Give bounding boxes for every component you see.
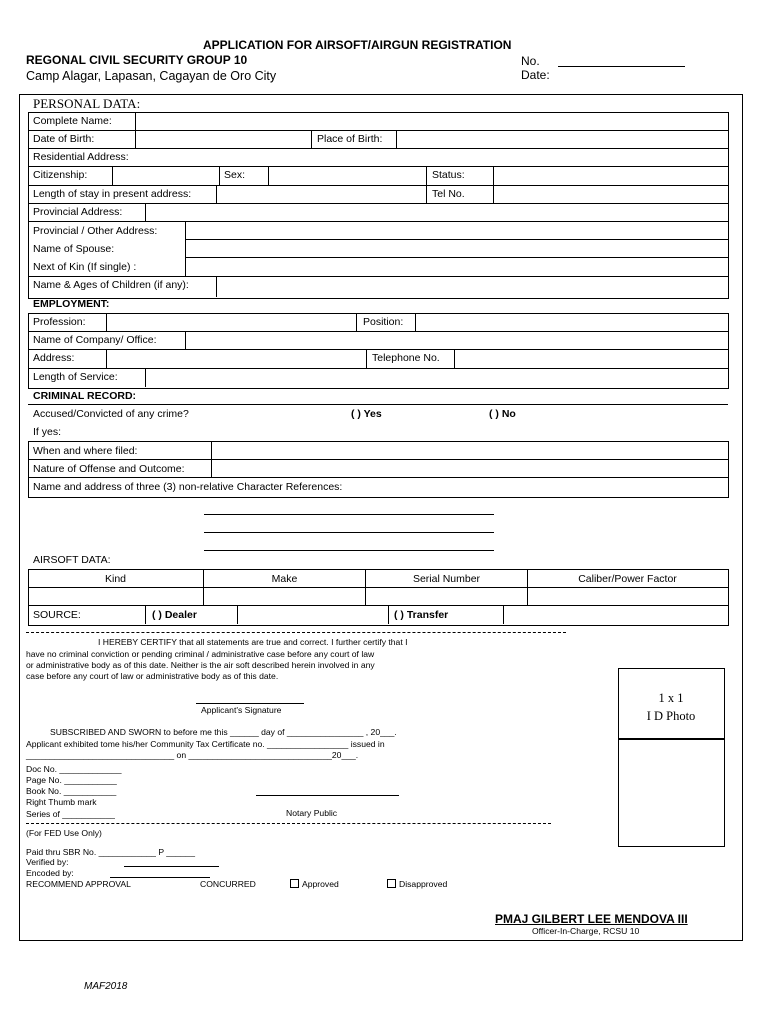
employment-heading: EMPLOYMENT: <box>33 298 110 310</box>
doc-no: Doc No. _____________ <box>26 764 122 774</box>
children-label: Name & Ages of Children (if any): <box>33 279 189 291</box>
applicant-signature-line[interactable] <box>196 703 304 704</box>
encoded-by-line[interactable] <box>110 877 210 878</box>
no-label: No. <box>521 54 540 68</box>
form-title: APPLICATION FOR AIRSOFT/AIRGUN REGISTRATION <box>203 38 512 52</box>
certify-line-3: or administrative body as of this date. Neither is the air soft described herein involved in any <box>26 660 375 670</box>
date-label: Date: <box>521 68 550 82</box>
reference-line-1[interactable] <box>204 514 494 515</box>
source-label: SOURCE: <box>33 609 81 621</box>
complete-name-label: Complete Name: <box>33 115 112 127</box>
employment-address-label: Address: <box>33 352 75 364</box>
reference-line-2[interactable] <box>204 532 494 533</box>
citizenship-field[interactable] <box>113 167 218 184</box>
airsoft-heading: AIRSOFT DATA: <box>33 554 111 566</box>
pob-field[interactable] <box>397 131 726 147</box>
approved-label: Approved <box>302 879 339 889</box>
notary-public-label: Notary Public <box>286 808 338 818</box>
officer-title: Officer-In-Charge, RCSU 10 <box>532 926 640 936</box>
next-of-kin-label: Next of Kin (If single) : <box>33 261 137 273</box>
personal-data-heading: PERSONAL DATA: <box>33 96 141 111</box>
accused-label: Accused/Convicted of any crime? <box>33 408 189 420</box>
recommend-approval: RECOMMEND APPROVAL <box>26 879 131 889</box>
profession-label: Profession: <box>33 316 86 328</box>
encoded-by-label: Encoded by: <box>26 868 74 878</box>
officer-name: PMAJ GILBERT LEE MENDOVA III <box>495 912 688 926</box>
make-field[interactable] <box>204 588 364 604</box>
provincial-other-label: Provincial / Other Address: <box>33 225 158 237</box>
length-stay-label: Length of stay in present address: <box>33 188 192 200</box>
sex-field[interactable] <box>269 167 425 184</box>
status-field[interactable] <box>494 167 726 184</box>
fed-use-only: (For FED Use Only) <box>26 828 102 838</box>
certify-line-1: I HEREBY CERTIFY that all statements are true and correct. I further certify that I <box>98 637 408 647</box>
no-option[interactable]: ( ) No <box>489 408 516 420</box>
yes-option[interactable]: ( ) Yes <box>351 408 382 420</box>
criminal-heading: CRIMINAL RECORD: <box>33 390 137 402</box>
disapproved-label: Disapproved <box>399 879 448 889</box>
complete-name-field[interactable] <box>136 113 726 129</box>
position-label: Position: <box>363 316 404 328</box>
pob-label: Place of Birth: <box>317 133 383 145</box>
concurred-label: CONCURRED <box>200 879 256 889</box>
form-code: MAF2018 <box>84 981 128 992</box>
verified-by-label: Verified by: <box>26 857 69 867</box>
col-make: Make <box>271 573 298 585</box>
verified-by-line[interactable] <box>124 866 219 867</box>
approved-option[interactable] <box>290 879 339 890</box>
dob-label: Date of Birth: <box>33 133 95 145</box>
divider-fed <box>26 823 551 824</box>
dealer-option[interactable]: ( ) Dealer <box>152 609 197 621</box>
sworn-line-3: _______________________________ on ______________________________20___. <box>26 750 359 760</box>
applicant-signature-label: Applicant's Signature <box>201 705 282 715</box>
certify-line-2: have no criminal conviction or pending criminal / administrative case before any court of law <box>26 649 375 659</box>
kind-field[interactable] <box>29 588 202 604</box>
telephone-label: Telephone No. <box>372 352 440 364</box>
status-label: Status: <box>432 169 465 181</box>
no-field[interactable] <box>558 66 685 67</box>
when-where-label: When and where filed: <box>33 445 138 457</box>
approved-checkbox[interactable] <box>290 879 299 888</box>
nature-offense-label: Nature of Offense and Outcome: <box>33 463 185 475</box>
right-thumb-box <box>618 738 725 847</box>
photo-size-label: 1 x 1 <box>658 691 684 705</box>
photo-id-label: I D Photo <box>646 709 696 723</box>
series-of: Series of ___________ <box>26 809 115 819</box>
residential-address-label: Residential Address: <box>33 151 129 163</box>
disapproved-option[interactable] <box>387 879 447 890</box>
company-label: Name of Company/ Office: <box>33 334 157 346</box>
col-caliber: Caliber/Power Factor <box>578 573 677 585</box>
col-kind: Kind <box>104 573 126 585</box>
office-address: Camp Alagar, Lapasan, Cagayan de Oro City <box>26 69 277 83</box>
references-label: Name and address of three (3) non-relative Character References: <box>33 481 343 493</box>
book-no: Book No. ___________ <box>26 786 117 796</box>
office-name: REGONAL CIVIL SECURITY GROUP 10 <box>26 53 248 67</box>
paid-sbr: Paid thru SBR No. ____________ P ______ <box>26 847 195 857</box>
if-yes-label: If yes: <box>33 426 62 438</box>
sworn-line-2: Applicant exhibited tome his/her Community Tax Certificate no. _________________ issued in <box>26 739 385 749</box>
reference-line-3[interactable] <box>204 550 494 551</box>
divider-certification <box>26 632 566 633</box>
page-no: Page No. ___________ <box>26 775 117 785</box>
tel-label: Tel No. <box>432 188 465 200</box>
disapproved-checkbox[interactable] <box>387 879 396 888</box>
dob-field[interactable] <box>136 131 310 147</box>
citizenship-label: Citizenship: <box>33 169 88 181</box>
serial-field[interactable] <box>366 588 526 604</box>
col-serial: Serial Number <box>412 573 481 585</box>
caliber-field[interactable] <box>528 588 726 604</box>
notary-signature-line[interactable] <box>256 795 399 796</box>
right-thumb-mark: Right Thumb mark <box>26 797 97 807</box>
sex-label: Sex: <box>224 169 246 181</box>
spouse-label: Name of Spouse: <box>33 243 115 255</box>
transfer-option[interactable]: ( ) Transfer <box>394 609 449 621</box>
certify-line-4: case before any court of law or administrative body as of this date. <box>26 671 279 681</box>
length-service-label: Length of Service: <box>33 371 118 383</box>
provincial-address-label: Provincial Address: <box>33 206 123 218</box>
sworn-line-1: SUBSCRIBED AND SWORN to before me this ______ day of ________________ , 20___. <box>50 727 397 737</box>
